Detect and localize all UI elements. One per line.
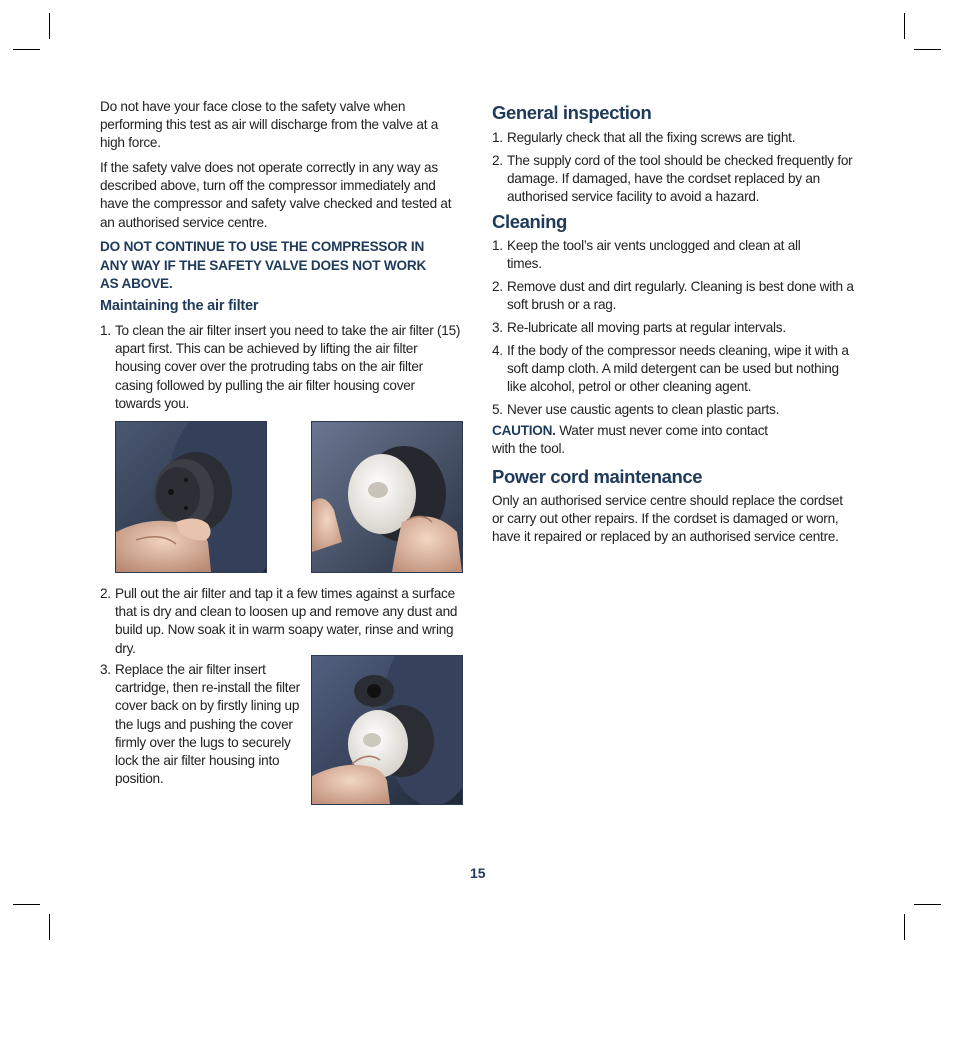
crop-mark bbox=[13, 49, 40, 50]
item-number: 3. bbox=[100, 662, 111, 677]
list-item bbox=[492, 319, 854, 337]
item-number: 1. bbox=[100, 323, 111, 338]
item-number: 2. bbox=[100, 586, 111, 601]
item-number: 2. bbox=[492, 152, 503, 168]
crop-mark bbox=[914, 49, 941, 50]
list-item bbox=[492, 278, 854, 314]
page-number: 15 bbox=[470, 865, 486, 881]
caution-label: CAUTION. bbox=[492, 423, 556, 438]
list-item bbox=[100, 585, 462, 658]
heading-general-inspection: General inspection bbox=[492, 102, 652, 123]
item-text: Regularly check that all the fixing screws are tight. bbox=[507, 130, 796, 145]
crop-mark bbox=[49, 13, 50, 39]
crop-mark bbox=[904, 914, 905, 940]
filter-step-list bbox=[100, 585, 462, 662]
item-text: To clean the air filter insert you need to take the air filter (15) apart first. This can be achieved by lifting the air filter housing cover over the protruding tabs on the air filter casing followed by pulling the air filter housing cover towards you. bbox=[115, 323, 461, 411]
list-item bbox=[492, 401, 854, 419]
crop-mark bbox=[904, 13, 905, 39]
list-item bbox=[492, 342, 854, 397]
item-text: Re-lubricate all moving parts at regular intervals. bbox=[507, 319, 786, 335]
item-text: If the body of the compressor needs cleaning, wipe it with a soft damp cloth. A mild detergent can be used but nothing like alcohol, petrol or other cleaning agent. bbox=[507, 342, 849, 394]
safety-paragraph bbox=[100, 159, 460, 232]
photo-filter-housing bbox=[115, 421, 267, 573]
paragraph-text: If the safety valve does not operate correctly in any way as described above, turn off the compressor immediately and have the compressor and safety valve checked and tested at an authorised service centre. bbox=[100, 160, 452, 230]
item-number: 5. bbox=[492, 401, 503, 417]
item-number: 3. bbox=[492, 319, 503, 335]
crop-mark bbox=[914, 904, 941, 905]
item-text: The supply cord of the tool should be checked frequently for damage. If damaged, have the cordset replaced by an authorised service facility to avoid a hazard. bbox=[507, 152, 853, 205]
heading-power-cord: Power cord maintenance bbox=[492, 466, 703, 487]
item-text: Never use caustic agents to clean plastic parts. bbox=[507, 401, 780, 417]
paragraph-text: Do not have your face close to the safety valve when performing this test as air will discharge from the valve at a high force. bbox=[100, 99, 439, 151]
list-item bbox=[100, 661, 300, 788]
item-number: 1. bbox=[492, 238, 503, 253]
item-text: Keep the tool’s air vents unclogged and clean at all times. bbox=[507, 238, 801, 272]
heading-cleaning: Cleaning bbox=[492, 211, 567, 232]
filter-step-list bbox=[100, 322, 462, 418]
filter-step-list bbox=[100, 661, 300, 793]
list-item bbox=[492, 237, 807, 273]
photo-filter-insert bbox=[311, 421, 463, 573]
item-number: 2. bbox=[492, 278, 503, 294]
item-number: 1. bbox=[492, 130, 503, 145]
crop-mark bbox=[49, 914, 50, 940]
general-inspection-list bbox=[492, 129, 854, 211]
item-text: Pull out the air filter and tap it a few times against a surface that is dry and clean to loosen up and remove any dust and build up. Now soak it in warm soapy water, rinse and wring dry. bbox=[115, 586, 458, 656]
photo-filter-reinstall bbox=[311, 655, 463, 805]
list-item bbox=[492, 152, 854, 207]
crop-mark bbox=[13, 904, 40, 905]
filter-housing-illustration bbox=[116, 422, 266, 572]
filter-insert-illustration bbox=[312, 422, 462, 572]
section-subheading: Maintaining the air filter bbox=[100, 298, 259, 314]
warning-text: DO NOT CONTINUE TO USE THE COMPRESSOR IN ANY WAY IF THE SAFETY VALVE DOES NOT WORK AS ABOVE. bbox=[100, 239, 427, 291]
item-text: Replace the air filter insert cartridge, then re-install the filter cover back on by firstly lining up the lugs and pushing the cover firmly over the lugs to securely lock the air filter housing into position. bbox=[115, 662, 300, 787]
list-item bbox=[492, 129, 854, 147]
caution-note bbox=[492, 422, 792, 458]
caution-text: Water must never come into contact with the tool. bbox=[492, 423, 768, 457]
item-number: 4. bbox=[492, 342, 503, 358]
list-item bbox=[100, 322, 462, 413]
safety-paragraph bbox=[100, 98, 460, 153]
power-cord-paragraph: Only an authorised service centre should replace the cordset or carry out other repairs. If the cordset is damaged or worn, have it repaired or replaced by an authorised service centre. bbox=[492, 493, 843, 545]
item-text: Remove dust and dirt regularly. Cleaning is best done with a soft brush or a rag. bbox=[507, 278, 854, 313]
cleaning-list bbox=[492, 237, 854, 423]
filter-reinstall-illustration bbox=[312, 656, 462, 804]
